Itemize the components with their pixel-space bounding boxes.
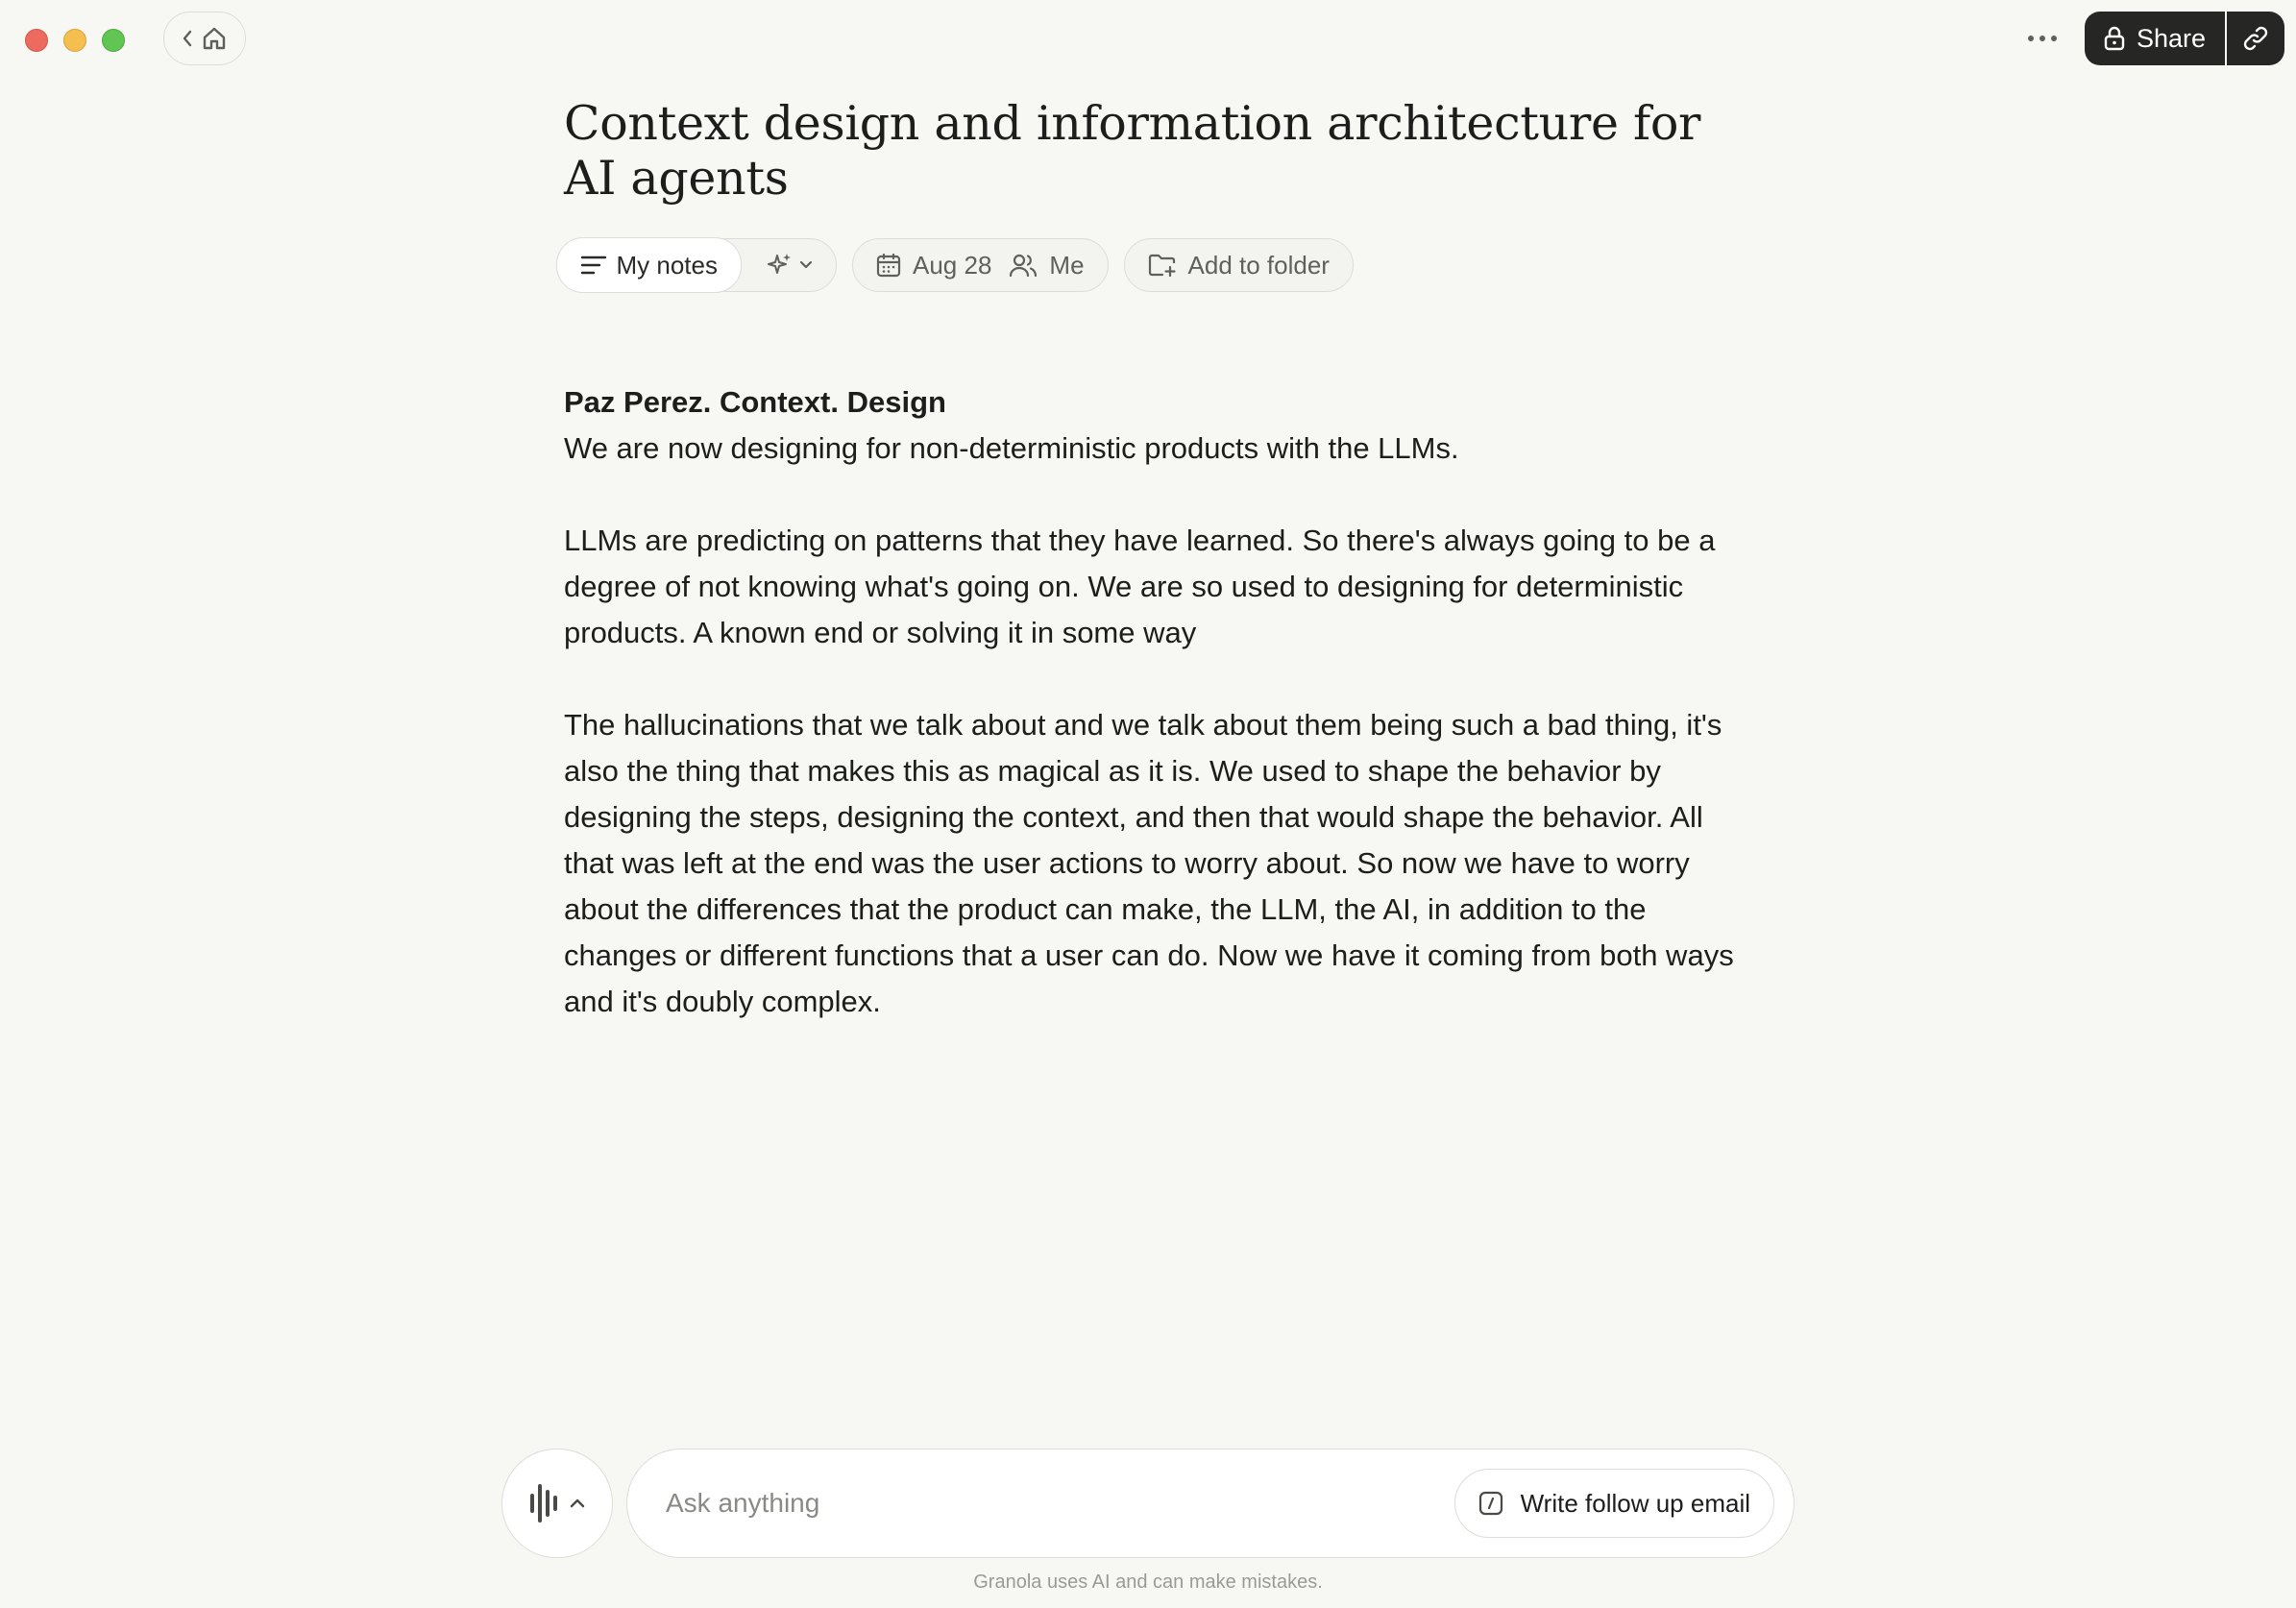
folder-plus-icon (1148, 253, 1177, 278)
my-notes-tab[interactable] (556, 237, 743, 293)
back-home-button[interactable] (163, 12, 246, 65)
note-paragraph: We are now designing for non-deterministic products with the LLMs. (564, 431, 1459, 465)
calendar-icon (876, 253, 901, 278)
ai-enhance-dropdown[interactable] (742, 239, 836, 291)
chevron-up-icon (570, 1498, 585, 1508)
write-follow-up-email-button[interactable] (1454, 1469, 1774, 1538)
note-meta-chips (556, 238, 1354, 292)
copy-link-button[interactable] (2227, 12, 2284, 65)
chevron-down-icon (799, 260, 813, 270)
lines-icon (580, 255, 607, 276)
share-label: Share (2136, 23, 2207, 53)
note-paragraph: The hallucinations that we talk about and we talk about them being such a bad thing, it's also the thing that makes this as magical as it is. We used to shape the behavior by designing the steps, designing the context, and then that would shape the behavior. All that was left at the end was the user actions to worry about. So now we have to worry about the differences that the product can make, the LLM, the AI, in addition to the changes or different functions that a user can do. Now we have it coming from both ways and it's doubly complex. (564, 708, 1734, 1018)
note-paragraph: LLMs are predicting on patterns that they have learned. So there's always going to be a degree of not knowing what's going on. We are so used to designing for deterministic products. A known end or solving it in some way (564, 524, 1716, 649)
link-icon (2241, 24, 2270, 53)
slash-command-icon (1478, 1491, 1503, 1516)
my-notes-label: My notes (616, 250, 718, 280)
window-controls (25, 29, 125, 52)
close-window-button[interactable] (25, 29, 48, 52)
sparkle-icon (765, 251, 794, 280)
maximize-window-button[interactable] (102, 29, 125, 52)
note-body[interactable] (564, 379, 1736, 1071)
more-options-button[interactable] (2025, 21, 2060, 56)
lock-icon (2104, 26, 2125, 51)
audio-waveform-icon (529, 1482, 558, 1524)
people-label: Me (1049, 250, 1085, 280)
ellipsis-icon (2027, 35, 2058, 42)
date-label: Aug 28 (913, 250, 992, 280)
note-header (564, 96, 1736, 206)
note-title[interactable]: Context design and information architecture for AI agents (564, 96, 1701, 206)
transcription-button[interactable] (501, 1449, 613, 1558)
follow-up-label: Write follow up email (1520, 1488, 1750, 1518)
add-to-folder-button[interactable] (1124, 238, 1354, 292)
chevron-left-icon (182, 29, 193, 48)
ai-disclaimer: Granola uses AI and can make mistakes. (973, 1571, 1323, 1593)
notes-view-toggle (556, 238, 837, 292)
ask-bar (626, 1449, 1795, 1558)
ask-input[interactable] (666, 1450, 1396, 1557)
home-icon (201, 25, 228, 52)
people-icon (1009, 253, 1038, 278)
date-people-chip[interactable] (852, 238, 1109, 292)
share-button[interactable] (2085, 12, 2225, 65)
note-heading: Paz Perez. Context. Design (564, 385, 946, 419)
minimize-window-button[interactable] (63, 29, 86, 52)
add-to-folder-label: Add to folder (1187, 250, 1330, 280)
